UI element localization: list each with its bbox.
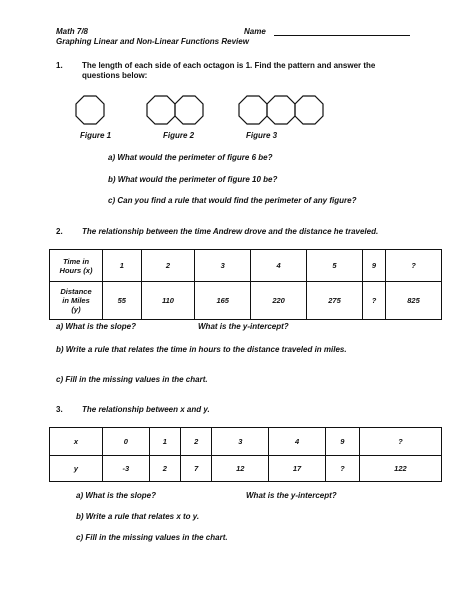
q1-number: 1. xyxy=(56,61,63,70)
q3-row-y xyxy=(50,456,442,482)
octagon-fig1-1 xyxy=(76,96,104,124)
q2-row-time xyxy=(50,250,442,282)
q3-cell: 9 xyxy=(325,428,359,456)
q3-number: 3. xyxy=(56,405,63,414)
q3-cell: 2 xyxy=(149,456,180,482)
q1-part-a: a) What would the perimeter of figure 6 be? xyxy=(108,153,273,162)
q2-cell: ? xyxy=(386,250,442,282)
q3-cell: 122 xyxy=(359,456,441,482)
q1-prompt-line1: The length of each side of each octagon is 1. Find the pattern and answer the xyxy=(82,61,376,70)
q2-cell: 275 xyxy=(307,282,363,320)
q3-prompt: The relationship between x and y. xyxy=(82,405,210,414)
q2-cell: 3 xyxy=(195,250,251,282)
q3-cell: 12 xyxy=(212,456,269,482)
course-label: Math 7/8 xyxy=(56,27,89,36)
q2-cell: ? xyxy=(362,282,385,320)
q2-cell: 220 xyxy=(251,282,307,320)
worksheet-title: Graphing Linear and Non-Linear Functions Review xyxy=(56,37,249,46)
octagon-figures xyxy=(0,0,464,130)
q2-part-c: c) Fill in the missing values in the chart. xyxy=(56,375,208,384)
q3-row-x-header: x xyxy=(50,428,103,456)
q3-part-b: b) Write a rule that relates x to y. xyxy=(76,512,200,521)
figure-3-label: Figure 3 xyxy=(246,131,278,140)
q2-row-distance xyxy=(50,282,442,320)
q3-row-y-header: y xyxy=(50,456,103,482)
q2-row-time-header: Time in Hours (x) xyxy=(50,250,103,282)
name-label: Name xyxy=(244,27,266,36)
q2-cell: 825 xyxy=(386,282,442,320)
figure-1-label: Figure 1 xyxy=(80,131,112,140)
octagon-fig2-1 xyxy=(147,96,175,124)
q2-cell: 110 xyxy=(141,282,195,320)
q2-part-b: b) Write a rule that relates the time in hours to the distance traveled in miles. xyxy=(56,345,347,354)
q2-part-a: a) What is the slope? xyxy=(56,322,137,331)
q2-cell: 2 xyxy=(141,250,195,282)
q2-cell: 55 xyxy=(103,282,142,320)
q3-cell: 0 xyxy=(103,428,150,456)
q2-table xyxy=(49,249,442,320)
q1-part-c: c) Can you find a rule that would find the perimeter of any figure? xyxy=(108,196,357,205)
q3-cell: ? xyxy=(325,456,359,482)
q1-prompt-line2: questions below: xyxy=(82,71,148,80)
octagon-fig2-2 xyxy=(175,96,203,124)
q3-row-x xyxy=(50,428,442,456)
q3-part-a: a) What is the slope? xyxy=(76,491,157,500)
figure-2-label: Figure 2 xyxy=(163,131,195,140)
q3-cell: ? xyxy=(359,428,441,456)
q3-cell: 4 xyxy=(269,428,326,456)
q3-table xyxy=(49,427,442,482)
q3-cell: 2 xyxy=(181,428,212,456)
q3-cell: -3 xyxy=(103,456,150,482)
q3-cell: 17 xyxy=(269,456,326,482)
q2-cell: 165 xyxy=(195,282,251,320)
q3-cell: 7 xyxy=(181,456,212,482)
q3-cell: 1 xyxy=(149,428,180,456)
q3-part-a-intercept: What is the y-intercept? xyxy=(246,491,337,500)
q2-cell: 5 xyxy=(307,250,363,282)
q3-cell: 3 xyxy=(212,428,269,456)
q2-cell: 4 xyxy=(251,250,307,282)
q3-part-c: c) Fill in the missing values in the chart. xyxy=(76,533,228,542)
octagon-fig3-1 xyxy=(239,96,267,124)
q2-part-a-intercept: What is the y-intercept? xyxy=(198,322,289,331)
octagon-fig3-2 xyxy=(267,96,295,124)
q2-prompt: The relationship between the time Andrew drove and the distance he traveled. xyxy=(82,227,379,236)
q2-cell: 9 xyxy=(362,250,385,282)
octagon-fig3-3 xyxy=(295,96,323,124)
q2-cell: 1 xyxy=(103,250,142,282)
q2-row-distance-header: Distance in Miles (y) xyxy=(50,282,103,320)
q2-number: 2. xyxy=(56,227,63,236)
q1-part-b: b) What would the perimeter of figure 10 be? xyxy=(108,175,278,184)
